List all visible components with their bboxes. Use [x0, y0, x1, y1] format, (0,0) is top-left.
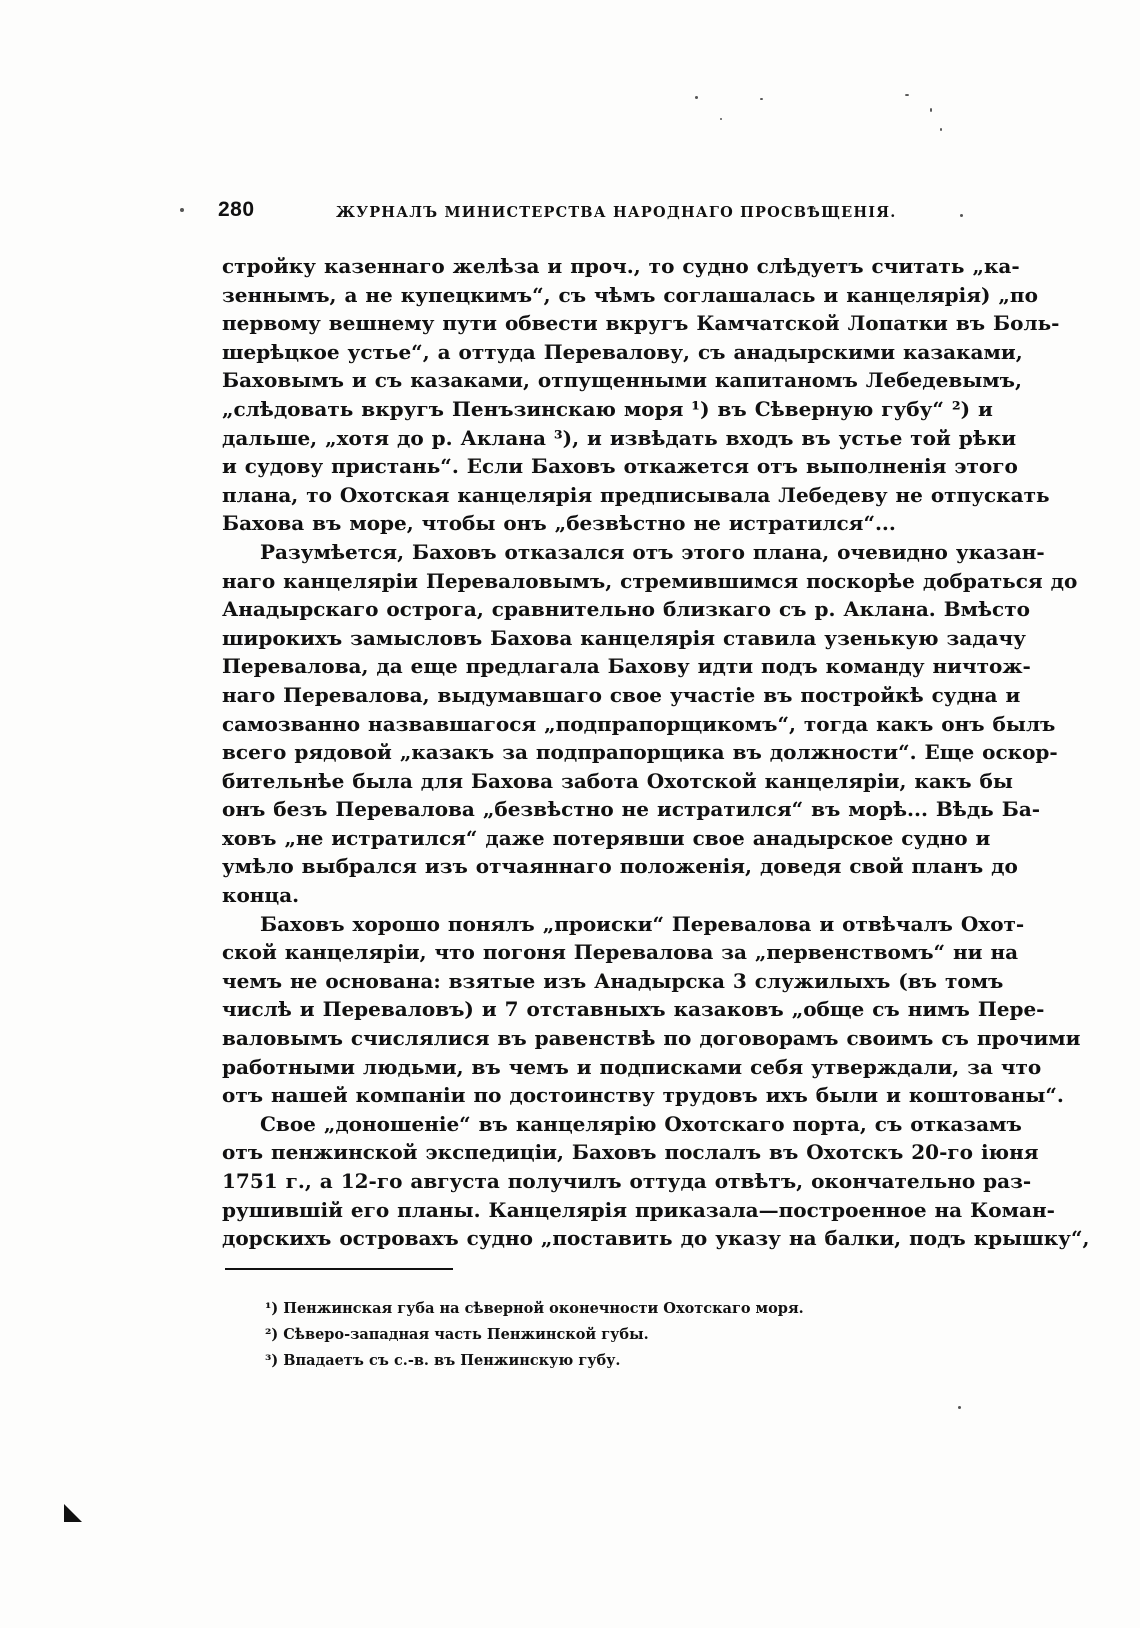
text-line: Баховымъ и съ казаками, отпущенными капитаномъ Лебедевымъ, — [222, 368, 1022, 393]
paragraph-start-line: Свое „доношеніе“ въ канцелярію Охотскаго порта, съ отказамъ — [260, 1111, 1022, 1136]
text-line: отъ пенжинской экспедиціи, Баховъ послалъ въ Охотскъ 20-го іюня — [222, 1140, 1039, 1165]
body-text — [222, 252, 1090, 1253]
text-line: „слѣдовать вкругъ Пенъзинскаю моря ¹) въ Сѣверную губу“ ²) и — [222, 396, 993, 421]
text-line: онъ безъ Перевалова „безвѣстно не истратился“ въ морѣ... Вѣдь Ба- — [222, 797, 1041, 822]
text-line: широкихъ замысловъ Бахова канцелярія ставила узенькую задачу — [222, 625, 1026, 650]
text-line: конца. — [222, 883, 300, 908]
print-speck — [905, 94, 909, 96]
text-line: Бахова въ море, чтобы онъ „безвѣстно не истратился“... — [222, 511, 896, 536]
print-speck — [958, 1406, 961, 1409]
text-line: дорскихъ островахъ судно „поставить до указу на балки, подъ крышку“, — [222, 1226, 1090, 1251]
print-speck — [960, 214, 963, 217]
text-line: числѣ и Переваловъ) и 7 отставныхъ казаковъ „обще съ нимъ Пере- — [222, 997, 1045, 1022]
text-line: Анадырскаго острога, сравнительно близкаго съ р. Аклана. Вмѣсто — [222, 597, 1030, 622]
text-line: умѣло выбрался изъ отчаяннаго положенія, доведя свой планъ до — [222, 854, 1018, 879]
corner-triangle-icon — [64, 1504, 82, 1522]
text-line: Перевалова, да еще предлагала Бахову идти подъ команду ничтож- — [222, 654, 1031, 679]
print-speck — [720, 118, 722, 120]
print-speck — [695, 96, 698, 99]
text-line: первому вешнему пути обвести вкругъ Камчатской Лопатки въ Боль- — [222, 311, 1060, 336]
text-line: и судову пристань“. Если Баховъ откажется отъ выполненія этого — [222, 454, 1018, 479]
print-speck — [930, 108, 932, 112]
text-line: самозванно назвавшагося „подпрапорщикомъ“, тогда какъ онъ былъ — [222, 711, 1056, 736]
text-line: ской канцеляріи, что погоня Перевалова за „первенствомъ“ ни на — [222, 940, 1019, 965]
text-line: зеннымъ, а не купецкимъ“, съ чѣмъ соглашалась и канцелярія) „по — [222, 282, 1038, 307]
text-line: ховъ „не истратился“ даже потерявши свое анадырское судно и — [222, 825, 991, 850]
footnotes — [265, 1296, 905, 1374]
text-line: шерѣцкое устье“, а оттуда Перевалову, съ анадырскими казаками, — [222, 339, 1023, 364]
text-line: отъ нашей компаніи по достоинству трудовъ ихъ были и коштованы“. — [222, 1083, 1064, 1108]
text-line: валовымъ счислялися въ равенствѣ по договорамъ своимъ съ прочими — [222, 1026, 1081, 1051]
text-line: всего рядовой „казакъ за подпрапорщика въ должности“. Еще оскор- — [222, 740, 1058, 765]
text-line: рушившій его планы. Канцелярія приказала—построенное на Коман- — [222, 1197, 1055, 1222]
footnote-divider — [225, 1268, 453, 1270]
print-speck — [940, 128, 942, 131]
text-line: работными людьми, въ чемъ и подписками себя утверждали, за что — [222, 1054, 1042, 1079]
print-speck — [180, 208, 184, 212]
paragraph-start-line: Разумѣется, Баховъ отказался отъ этого плана, очевидно указан- — [260, 539, 1045, 564]
page-header — [218, 198, 958, 228]
footnote-1: ¹) Пенжинская губа на сѣверной оконечности Охотскаго моря. — [265, 1300, 804, 1317]
text-line: стройку казеннаго желѣза и проч., то судно слѣдуетъ считать „ка- — [222, 254, 1020, 278]
text-line: дальше, „хотя до р. Аклана ³), и извѣдать входъ въ устье той рѣки — [222, 425, 1017, 450]
page-number: 280 — [218, 198, 255, 221]
footnote-2: ²) Сѣверо-западная часть Пенжинской губы. — [265, 1326, 649, 1343]
text-line: наго Перевалова, выдумавшаго свое участіе въ постройкѣ судна и — [222, 682, 1021, 707]
text-line: плана, то Охотская канцелярія предписывала Лебедеву не отпускать — [222, 482, 1050, 507]
print-speck — [760, 98, 763, 100]
text-line: чемъ не основана: взятые изъ Анадырска 3 служилыхъ (въ томъ — [222, 968, 1004, 993]
text-line: наго канцеляріи Переваловымъ, стремившимся поскорѣе добраться до — [222, 568, 1078, 593]
text-line: бительнѣе была для Бахова забота Охотской канцеляріи, какъ бы — [222, 768, 1013, 793]
text-line: 1751 г., а 12-го августа получилъ оттуда отвѣтъ, окончательно раз- — [222, 1169, 1032, 1193]
running-title: ЖУРНАЛЪ МИНИСТЕРСТВА НАРОДНАГО ПРОСВѢЩЕНІЯ. — [336, 204, 897, 221]
footnote-3: ³) Впадаетъ съ с.-в. въ Пенжинскую губу. — [265, 1352, 621, 1369]
paragraph-start-line: Баховъ хорошо понялъ „происки“ Перевалова и отвѣчалъ Охот- — [260, 911, 1025, 936]
